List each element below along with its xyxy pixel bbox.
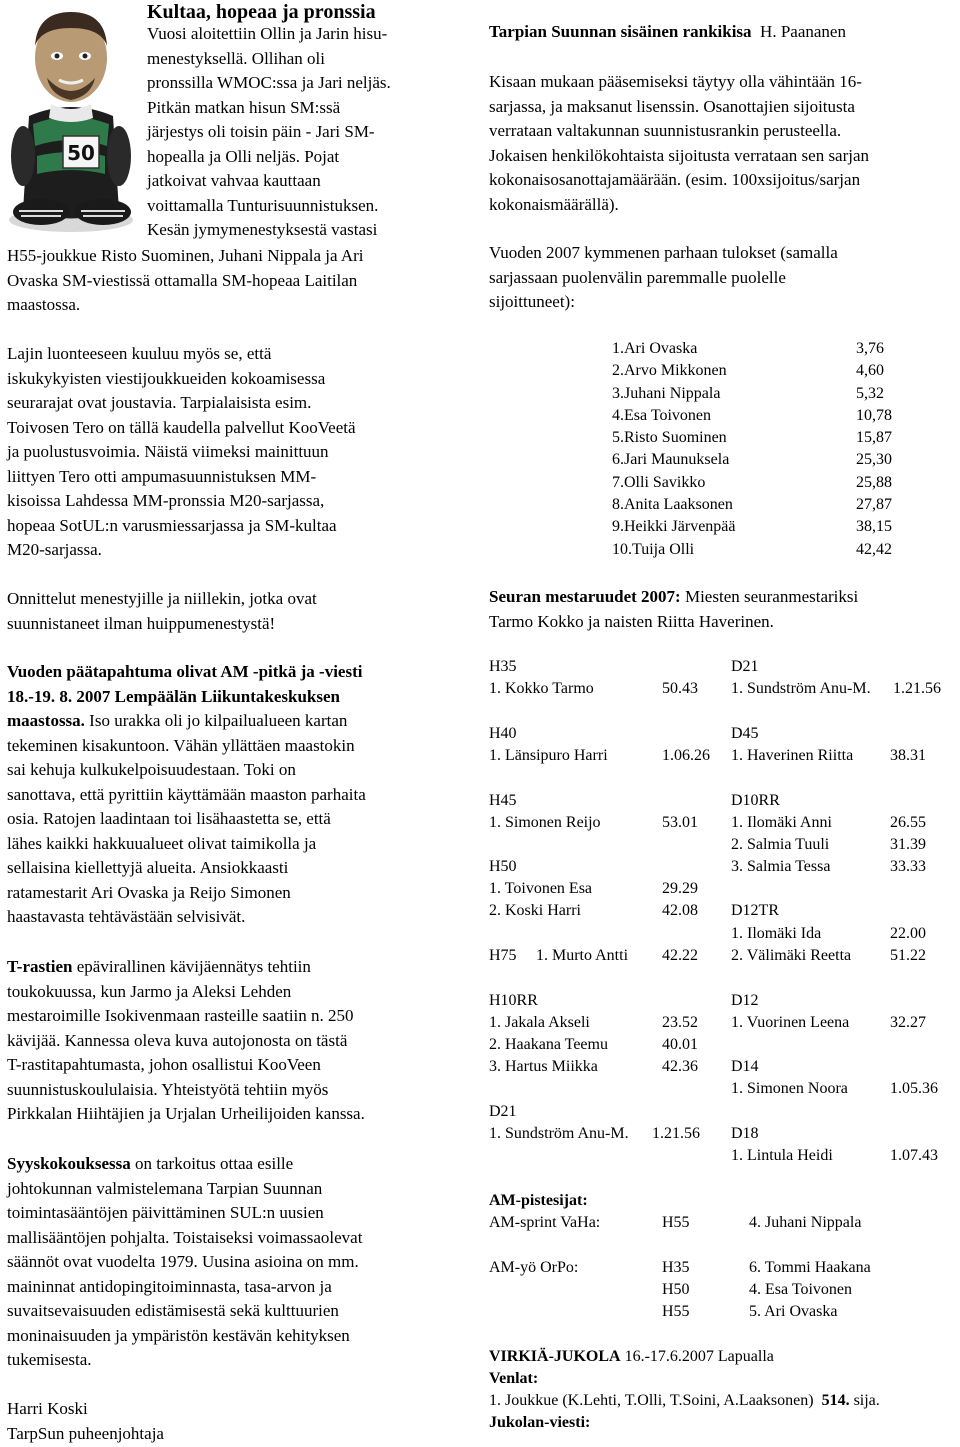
intro-line: maastossa. [7, 295, 81, 314]
result-time: 32.27 [890, 1014, 926, 1031]
result-name: 1. Murto Antti [536, 947, 629, 964]
venla-result: 1. Joukkue (K.Lehti, T.Olli, T.Soini, A.Laaksonen) [489, 1392, 814, 1409]
result-name: 3. Salmia Tessa [731, 858, 831, 875]
class-label: D14 [731, 1058, 759, 1075]
text-line: hopeaa SotUL:n varusmiessarjassa ja SM-kultaa [7, 515, 337, 535]
bold-line: 18.-19. 8. 2007 Lempäälän Liikuntakeskuksen [7, 686, 340, 706]
text-line: Vuoden 2007 kymmenen parhaan tulokset (samalla [489, 243, 838, 262]
table-row [612, 539, 892, 561]
t-rastit-paragraph [7, 955, 447, 1127]
result-time: 23.52 [662, 1014, 698, 1031]
table-row [612, 427, 892, 449]
rank-name: 3.Juhani Nippala [612, 384, 721, 402]
text-line: suunnistuskoululaisia. Yhteistyötä tehtiin myös [7, 1079, 329, 1099]
text: Miesten seuranmestariksi [680, 587, 859, 606]
text-line: maininnat antidopingitoiminnasta, tasa-arvon ja [7, 1276, 332, 1296]
table-row [612, 472, 892, 494]
result-name: 1. Länsipuro Harri [489, 747, 608, 764]
bold-text: Seuran mestaruudet 2007: [489, 587, 681, 606]
intro-line: H55-joukkue Risto Suominen, Juhani Nippala ja Ari [7, 246, 364, 265]
text-line: sarjassa, ja maksanut lisenssin. Osanottajien sijoitusta [489, 96, 855, 116]
text-line: Kisaan mukaan pääsemiseksi täytyy olla vähintään 16- [489, 72, 862, 91]
result-time: 22.00 [890, 925, 926, 942]
signature-role: TarpSun puheenjohtaja [7, 1423, 164, 1443]
result-time: 33.33 [890, 858, 926, 875]
result-time: 51.22 [890, 947, 926, 964]
rank-score: 27,87 [856, 496, 892, 514]
result-name: 1. Ilomäki Ida [731, 925, 822, 942]
text-line: säännöt ovat vuodelta 1979. Uusina asioina on mm. [7, 1252, 359, 1271]
result-name: 1. Sundström Anu-M. [731, 680, 871, 697]
result-time: 40.01 [662, 1036, 698, 1053]
result-time: 31.39 [890, 836, 926, 853]
text-line: seurarajat ovat joustavia. Tarpialaisista esim. [7, 393, 312, 412]
intro-line: järjestys oli toisin päin - Jari SM- [147, 122, 375, 141]
rank-name: 10.Tuija Olli [612, 540, 695, 558]
text-line: lähes kaikki hakkuualueet olivat taimikolla ja [7, 833, 317, 853]
intro-paragraph [147, 22, 447, 243]
result-name: 1. Lintula Heidi [731, 1147, 833, 1164]
result-time: 1.21.56 [652, 1125, 700, 1142]
am-class: H55 [662, 1303, 690, 1320]
text-line: T-rastitapahtumasta, johon osallistui KooVeen [7, 1055, 321, 1074]
result-name: 1. Haverinen Riitta [731, 747, 854, 764]
rank-score: 15,87 [856, 429, 892, 447]
text-line: verrataan valtakunnan suunnistusrankin perusteella. [489, 121, 842, 140]
congratulations-paragraph [7, 587, 447, 636]
signature-name: Harri Koski [7, 1399, 88, 1418]
text-line: Pirkkalan Hiihtäjien ja Urjalan Urheilijoiden kanssa. [7, 1104, 365, 1123]
result-name: 1. Ilomäki Anni [731, 814, 832, 831]
rank-name: 8.Anita Laaksonen [612, 496, 733, 514]
am-result: 4. Juhani Nippala [749, 1214, 862, 1231]
table-row [612, 494, 892, 516]
bold-line: Vuoden päätapahtuma olivat AM -pitkä ja -viesti [7, 662, 363, 681]
rank-rules-paragraph [489, 70, 959, 217]
text-line: suunnistaneet ilman huippumenestystä! [7, 613, 276, 633]
result-time: 1.21.56 [893, 680, 941, 697]
jukola-date: 16.-17.6.2007 Lapualla [620, 1348, 774, 1365]
intro-line: Ovaska SM-viestissä ottamalla SM-hopeaa Laitilan [7, 270, 358, 290]
rank-score: 25,30 [856, 451, 892, 469]
result-name: 1. Toivonen Esa [489, 880, 593, 897]
text-line: osia. Ratojen laadintaan toi lisähaastetta se, että [7, 809, 331, 828]
rank-name: 5.Risto Suominen [612, 429, 727, 447]
am-result: 6. Tommi Haakana [749, 1259, 871, 1276]
text-line: kävijää. Kannessa oleva kuva autojonosta on tästä [7, 1030, 348, 1050]
table-row [612, 338, 892, 360]
table-row [612, 405, 892, 427]
text-line: mestaroimille Isokivenmaan rasteille saatiin n. 250 [7, 1006, 354, 1025]
result-time: 1.07.43 [890, 1147, 938, 1164]
rank-score: 25,88 [856, 473, 892, 491]
text-line: Onnittelut menestyjille ja niillekin, jotka ovat [7, 589, 317, 608]
venla-label: Venlat: [489, 1370, 539, 1387]
result-time: 50.43 [662, 680, 698, 697]
intro-paragraph-continued [7, 244, 447, 318]
autumn-meeting-paragraph [7, 1152, 447, 1373]
class-label: D18 [731, 1125, 759, 1142]
text-line: haastavasta tehtävästään selvisivät. [7, 907, 246, 926]
rank-name: 2.Arvo Mikkonen [612, 362, 727, 380]
text-line: kisoissa Lahdessa MM-pronssia M20-sarjassa, [7, 491, 325, 510]
text-line: sai kehuja kulkukelpoisuudestaan. Toki on [7, 760, 296, 779]
text-line: tukemisesta. [7, 1350, 92, 1369]
text-line: sijoittuneet): [489, 292, 575, 311]
text-line: Toivosen Tero on tällä kaudella palvellut KooVeetä [7, 417, 356, 437]
result-name: 1. Jakala Akseli [489, 1014, 590, 1031]
class-label: D45 [731, 725, 759, 742]
text-line: kokonaisosanottajamäärään. (esim. 100xsijoitus/sarjan [489, 170, 861, 189]
result-name: 2. Salmia Tuuli [731, 836, 830, 853]
table-row [612, 383, 892, 405]
mascot-photo [7, 6, 135, 234]
text: epävirallinen kävijäennätys tehtiin [72, 957, 311, 976]
rank-title: Tarpian Suunnan sisäinen rankikisa [489, 22, 752, 41]
text-line: Jokaisen henkilökohtaista sijoitusta verrataan sen sarjan [489, 145, 870, 165]
result-time: 53.01 [662, 814, 698, 831]
result-time: 1.06.26 [662, 747, 710, 764]
result-name: 1. Kokko Tarmo [489, 680, 594, 697]
rank-score: 10,78 [856, 406, 892, 424]
rank-score: 42,42 [856, 540, 892, 558]
result-time: 42.22 [662, 947, 698, 964]
am-title: AM-pistesijat: [489, 1192, 588, 1209]
intro-line: jatkoivat vahvaa kauttaan [147, 171, 321, 190]
class-label: H45 [489, 792, 517, 809]
result-time: 29.29 [662, 880, 698, 897]
text-line: sellaisina kiellettyjä alueita. Ansiokkaasti [7, 858, 289, 877]
text-line: ja puolustusvoimia. Näistä viimeksi mainittuun [7, 442, 329, 461]
am-class: H50 [662, 1281, 690, 1298]
rank-name: 9.Heikki Järvenpää [612, 518, 736, 536]
result-name: 3. Hartus Miikka [489, 1058, 598, 1075]
am-class: H55 [662, 1214, 690, 1231]
result-time: 38.31 [890, 747, 926, 764]
text-line: toukokuussa, kun Jarmo ja Aleksi Lehden [7, 981, 292, 1001]
text-line: johtokunnan valmistelemana Tarpian Suunnan [7, 1178, 323, 1198]
rank-score: 3,76 [856, 340, 884, 357]
intro-line: voittamalla Tunturisuunnistuksen. [147, 195, 379, 215]
am-event: AM-sprint VaHa: [489, 1214, 601, 1231]
result-name: 1. Simonen Noora [731, 1080, 848, 1097]
class-label: D10RR [731, 792, 780, 809]
text-line: sanottava, että pyrittiin käyttämään maaston parhaita [7, 784, 366, 804]
article-title: Kultaa, hopeaa ja pronssia [147, 1, 376, 23]
table-row [612, 449, 892, 471]
venla-place: 514. [821, 1392, 850, 1409]
rank-top10-intro [489, 241, 959, 315]
rank-score: 4,60 [856, 362, 884, 380]
text-line: Tarmo Kokko ja naisten Riitta Haverinen. [489, 611, 774, 631]
rank-heading [489, 20, 959, 45]
text-line: mallisääntöjen pohjalta. Toistaiseksi voimassaolevat [7, 1227, 363, 1247]
text-line: toimintasääntöjen päivittäminen SUL:n uusien [7, 1203, 324, 1222]
result-name: 1. Sundström Anu-M. [489, 1125, 629, 1142]
bold-text: maastossa. [7, 711, 85, 730]
jukola-title: VIRKIÄ-JUKOLA [489, 1348, 621, 1365]
class-label: D21 [731, 658, 759, 675]
result-time: 42.08 [662, 902, 698, 919]
ranking-table [612, 338, 892, 561]
intro-line: Vuosi aloitettiin Ollin ja Jarin hisu- [147, 24, 388, 43]
result-name: 2. Koski Harri [489, 902, 581, 919]
text-line: kokonaismäärällä). [489, 194, 619, 214]
text-line: M20-sarjassa. [7, 540, 102, 559]
venla-place-suffix: sija. [849, 1392, 880, 1409]
class-label: H10RR [489, 992, 538, 1009]
result-name: 1. Simonen Reijo [489, 814, 601, 831]
intro-line: hopealla ja Olli neljäs. Pojat [147, 146, 340, 166]
rank-name: 6.Jari Maunuksela [612, 451, 730, 469]
rank-name: 4.Esa Toivonen [612, 406, 712, 424]
text-line: ratamestarit Ari Ovaska ja Reijo Simonen [7, 882, 291, 902]
class-label: D12TR [731, 902, 779, 919]
relay-team-paragraph [7, 342, 447, 563]
result-time: 42.36 [662, 1058, 698, 1075]
class-label: H40 [489, 725, 517, 742]
rank-name: 1.Ari Ovaska [612, 340, 698, 357]
text-line: Lajin luonteeseen kuuluu myös se, että [7, 344, 272, 363]
am-event: AM-yö OrPo: [489, 1259, 579, 1276]
rank-score: 38,15 [856, 518, 892, 536]
table-row [612, 516, 892, 538]
class-label: H50 [489, 858, 517, 875]
mascot-bib-number: 50 [67, 141, 95, 165]
rank-author: H. Paananen [760, 22, 846, 41]
result-name: 2. Haakana Teemu [489, 1036, 608, 1053]
am-class: H35 [662, 1259, 690, 1276]
am-result: 5. Ari Ovaska [749, 1303, 838, 1320]
class-label: D12 [731, 992, 759, 1009]
intro-line: menestyksellä. Ollihan oli [147, 48, 325, 68]
jukola-relay-label: Jukolan-viesti: [489, 1414, 591, 1431]
text: on tarkoitus ottaa esille [130, 1154, 294, 1173]
rank-score: 5,32 [856, 384, 884, 402]
signature [7, 1397, 447, 1446]
text: Iso urakka oli jo kilpailualueen kartan [84, 711, 348, 730]
class-label: D21 [489, 1103, 517, 1120]
rank-name: 7.Olli Savikko [612, 473, 706, 491]
intro-line: Pitkän matkan hisun SM:ssä [147, 97, 341, 117]
am-result: 4. Esa Toivonen [749, 1281, 853, 1298]
class-label: H35 [489, 658, 517, 675]
intro-line: pronssilla WMOC:ssa ja Jari neljäs. [147, 73, 391, 92]
text-line: liittyen Tero otti ampumasuunnistuksen MM- [7, 466, 317, 486]
text-line: moninaisuuden ja ympäristön kestävän kehityksen [7, 1325, 350, 1345]
text-line: tekeminen kisakuntoon. Vähän yllättäen maastokin [7, 735, 355, 755]
intro-line: Kesän jymymenestyksestä vastasi [147, 220, 378, 239]
class-label: H75 [489, 947, 517, 964]
bold-text: T-rastien [7, 957, 73, 976]
bold-text: Syyskokouksessa [7, 1154, 131, 1173]
am-event-paragraph [7, 660, 447, 930]
text-line: sarjassaan puolenvälin paremmalle puolelle [489, 267, 786, 287]
text-line: iskukykyisten viestijoukkueiden kokoamisessa [7, 368, 326, 388]
result-name: 2. Välimäki Reetta [731, 947, 852, 964]
result-time: 1.05.36 [890, 1080, 938, 1097]
result-time: 26.55 [890, 814, 926, 831]
club-championships [489, 585, 959, 634]
text-line: suvaitsevaisuuden edistämisestä sekä kulttuurien [7, 1301, 339, 1320]
table-row [612, 360, 892, 382]
result-name: 1. Vuorinen Leena [731, 1014, 850, 1031]
